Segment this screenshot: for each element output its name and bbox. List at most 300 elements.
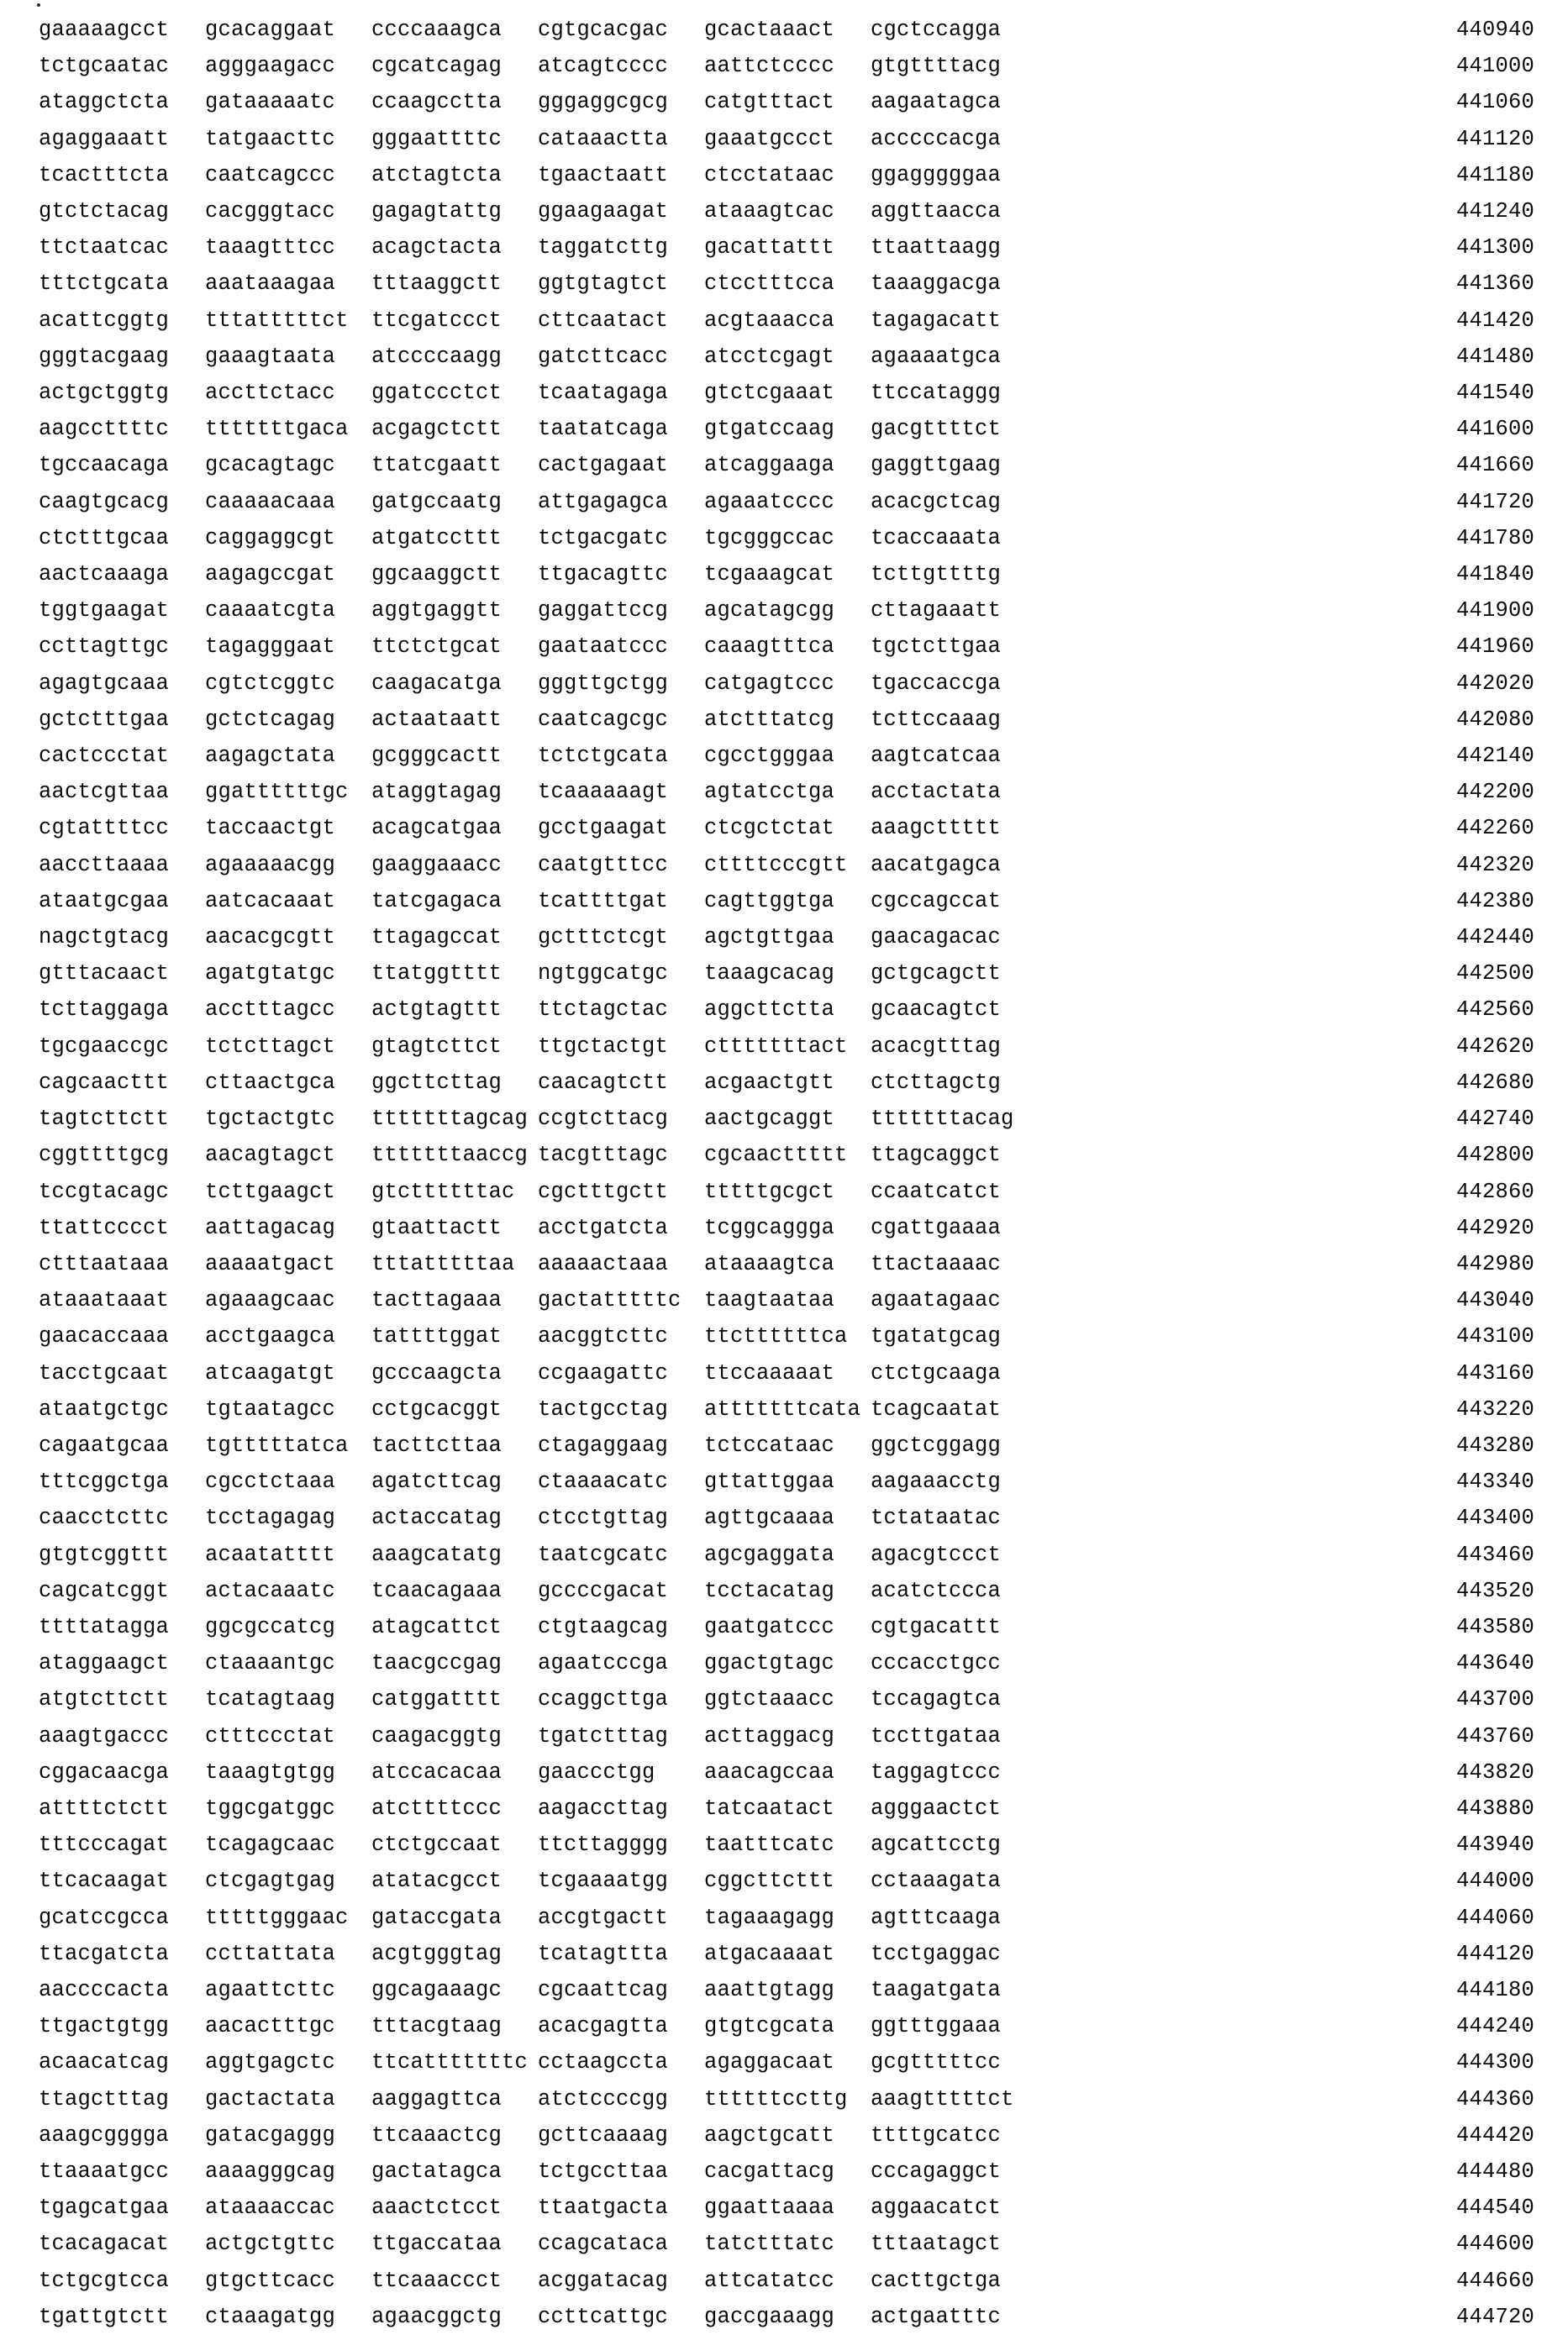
sequence-block: acctgaagca xyxy=(205,1324,336,1349)
sequence-block: tacctgcaat xyxy=(39,1360,170,1386)
sequence-blocks xyxy=(39,2299,1001,2335)
sequence-block: cgattgaaaa xyxy=(871,1215,1002,1240)
sequence-block: caagtgcacg xyxy=(39,489,170,514)
sequence-position: 441780 xyxy=(1455,525,1534,550)
sequence-block: gacgttttct xyxy=(871,417,1002,442)
sequence-block: aacatgagca xyxy=(871,852,1002,877)
sequence-block: tcaacagaaa xyxy=(371,1578,502,1603)
sequence-block: ttcttagggg xyxy=(538,1833,669,1858)
sequence-position: 442620 xyxy=(1455,1033,1534,1059)
sequence-block: cacttgctga xyxy=(871,2268,1002,2293)
sequence-block: tatcgagaca xyxy=(371,888,502,913)
sequence-block: cggacaacga xyxy=(39,1759,170,1785)
sequence-blocks xyxy=(39,1681,1001,1717)
sequence-block: tcttgttttg xyxy=(871,562,1002,587)
sequence-block: cgctccagga xyxy=(871,18,1002,42)
sequence-block: tctcttagct xyxy=(205,1033,336,1059)
sequence-block: gtagtcttct xyxy=(371,1033,502,1059)
sequence-block: ccttagttgc xyxy=(39,634,170,660)
sequence-block: ctcctttcca xyxy=(704,271,835,297)
sequence-block: cggcttcttt xyxy=(704,1869,835,1894)
sequence-row xyxy=(39,1900,1534,1936)
sequence-position: 444480 xyxy=(1455,2159,1534,2184)
sequence-block: actgtagttt xyxy=(371,997,502,1023)
sequence-block: tagtcttctt xyxy=(39,1107,170,1132)
sequence-block: ccgtcttacg xyxy=(538,1107,669,1132)
sequence-row xyxy=(39,702,1534,738)
sequence-block: gtgttttacg xyxy=(871,54,1002,79)
sequence-block: gactactata xyxy=(205,2086,336,2111)
sequence-block: aagctgcatt xyxy=(704,2122,835,2148)
sequence-block: cgcaacttttt xyxy=(704,1143,848,1168)
sequence-block: ttattcccct xyxy=(39,1215,170,1240)
sequence-block: aaaaactaaa xyxy=(538,1251,669,1276)
sequence-block: ggcttcttag xyxy=(371,1070,502,1095)
sequence-blocks xyxy=(39,1791,1001,1827)
sequence-block: agaggacaat xyxy=(704,2050,835,2075)
sequence-block: gaataatccc xyxy=(538,634,669,660)
sequence-block: tgtaatagcc xyxy=(205,1396,336,1422)
sequence-position: 442920 xyxy=(1455,1215,1534,1240)
sequence-blocks xyxy=(39,1282,1001,1318)
sequence-block: gtcttttttac xyxy=(371,1179,515,1204)
sequence-block: tgattgtctt xyxy=(39,2304,170,2329)
sequence-position: 441480 xyxy=(1455,344,1534,369)
sequence-block: ggcaaggctt xyxy=(371,562,502,587)
sequence-block: gaggttgaag xyxy=(871,453,1002,478)
sequence-block: tttatttttct xyxy=(205,308,349,333)
sequence-block: ctcctataac xyxy=(704,162,835,187)
sequence-blocks xyxy=(39,2008,1001,2044)
sequence-position: 443040 xyxy=(1455,1288,1534,1313)
sequence-block: tcacagacat xyxy=(39,2232,170,2257)
sequence-block: taggagtccc xyxy=(871,1759,1002,1785)
sequence-block: acctttagcc xyxy=(205,997,336,1023)
sequence-blocks xyxy=(39,1573,1001,1609)
sequence-blocks xyxy=(39,1972,1001,2008)
sequence-block: cagaatgcaa xyxy=(39,1433,170,1458)
sequence-block: acattcggtg xyxy=(39,308,170,333)
sequence-block: cccacctgcc xyxy=(871,1651,1002,1676)
sequence-block: ttagagccat xyxy=(371,925,502,950)
sequence-row xyxy=(39,193,1534,229)
sequence-position: 443700 xyxy=(1455,1687,1534,1712)
sequence-blocks xyxy=(39,1101,1014,1137)
sequence-block: cgtattttcc xyxy=(39,816,170,841)
sequence-block: ccccaaagca xyxy=(371,18,502,42)
sequence-row xyxy=(39,556,1534,592)
sequence-block: taaagcacag xyxy=(704,961,835,986)
sequence-block: gatcttcacc xyxy=(538,344,669,369)
sequence-block: gataaaaatc xyxy=(205,90,336,115)
sequence-block: aagaccttag xyxy=(538,1796,669,1821)
sequence-block: aagtcatcaa xyxy=(871,744,1002,769)
sequence-blocks xyxy=(39,1863,1001,1899)
sequence-block: gcacaggaat xyxy=(205,18,336,42)
sequence-row xyxy=(39,955,1534,991)
sequence-block: ggcagaaagc xyxy=(371,1977,502,2002)
sequence-blocks xyxy=(39,447,1001,483)
sequence-block: tgctcttgaa xyxy=(871,634,1002,660)
sequence-block: aactcgttaa xyxy=(39,780,170,805)
sequence-blocks xyxy=(39,2154,1001,2190)
sequence-row xyxy=(39,1573,1534,1609)
sequence-block: gtgtcggttt xyxy=(39,1542,170,1567)
sequence-block: ccttcattgc xyxy=(538,2304,669,2329)
sequence-block: tcattttgat xyxy=(538,888,669,913)
sequence-block: atgtcttctt xyxy=(39,1687,170,1712)
sequence-block: aggaacatct xyxy=(871,2196,1002,2221)
sequence-block: caaagtttca xyxy=(704,634,835,660)
sequence-block: ttccaaaaat xyxy=(704,1360,835,1386)
sequence-block: aagccttttc xyxy=(39,417,170,442)
sequence-position: 443820 xyxy=(1455,1759,1534,1785)
sequence-blocks xyxy=(39,810,1001,846)
sequence-block: aaagcatatg xyxy=(371,1542,502,1567)
sequence-blocks xyxy=(39,520,1001,556)
sequence-block: caagacatga xyxy=(371,671,502,696)
sequence-row xyxy=(39,2044,1534,2080)
sequence-block: tgatctttag xyxy=(538,1723,669,1749)
sequence-block: tttacgtaag xyxy=(371,2014,502,2039)
sequence-row xyxy=(39,1028,1534,1065)
sequence-block: tcgaaaatgg xyxy=(538,1869,669,1894)
sequence-position: 441120 xyxy=(1455,126,1534,151)
sequence-block: atatacgcct xyxy=(371,1869,502,1894)
sequence-position: 444180 xyxy=(1455,1977,1534,2002)
sequence-block: tcactttcta xyxy=(39,162,170,187)
sequence-blocks xyxy=(39,1065,1001,1101)
sequence-block: gtttacaact xyxy=(39,961,170,986)
sequence-block: ttaatgacta xyxy=(538,2196,669,2221)
sequence-block: ctaaaantgc xyxy=(205,1651,336,1676)
sequence-block: taaagtgtgg xyxy=(205,1759,336,1785)
sequence-blocks xyxy=(39,2117,1001,2154)
sequence-blocks xyxy=(39,847,1001,883)
sequence-block: accttctacc xyxy=(205,381,336,406)
sequence-block: caatcagcgc xyxy=(538,707,669,732)
sequence-position: 444120 xyxy=(1455,1941,1534,1966)
sequence-block: cttaactgca xyxy=(205,1070,336,1095)
sequence-blocks xyxy=(39,628,1001,665)
sequence-block: catggatttt xyxy=(371,1687,502,1712)
sequence-position: 442260 xyxy=(1455,816,1534,841)
sequence-block: gctttctcgt xyxy=(538,925,669,950)
sequence-block: ctttccctat xyxy=(205,1723,336,1749)
sequence-position: 443940 xyxy=(1455,1833,1534,1858)
sequence-block: acgagctctt xyxy=(371,417,502,442)
sequence-row xyxy=(39,1246,1534,1282)
sequence-row xyxy=(39,847,1534,883)
sequence-position: 443460 xyxy=(1455,1542,1534,1567)
sequence-block: taagatgata xyxy=(871,1977,1002,2002)
sequence-block: ttaattaagg xyxy=(871,235,1002,260)
sequence-block: atccccaagg xyxy=(371,344,502,369)
sequence-block: tgagcatgaa xyxy=(39,2196,170,2221)
sequence-block: aagagctata xyxy=(205,744,336,769)
sequence-block: ggaattaaaa xyxy=(704,2196,835,2221)
sequence-blocks xyxy=(39,1609,1001,1645)
sequence-block: gggaattttc xyxy=(371,126,502,151)
sequence-row xyxy=(39,2190,1534,2226)
sequence-row xyxy=(39,375,1534,411)
sequence-block: cttagaaatt xyxy=(871,598,1002,623)
sequence-blocks xyxy=(39,1718,1001,1754)
sequence-block: aggtgaggtt xyxy=(371,598,502,623)
sequence-block: agtatcctga xyxy=(704,780,835,805)
sequence-block: cctaaagata xyxy=(871,1869,1002,1894)
sequence-position: 441420 xyxy=(1455,308,1534,333)
sequence-block: agcattcctg xyxy=(871,1833,1002,1858)
sequence-block: gtctctacag xyxy=(39,199,170,224)
sequence-block: ccaggcttga xyxy=(538,1687,669,1712)
sequence-block: tttttttgaca xyxy=(205,417,349,442)
sequence-block: gggtacgaag xyxy=(39,344,170,369)
sequence-block: gatacgaggg xyxy=(205,2122,336,2148)
sequence-row xyxy=(39,157,1534,193)
sequence-row xyxy=(39,883,1534,919)
sequence-block: gtgcttcacc xyxy=(205,2268,336,2293)
sequence-block: tgcgggccac xyxy=(704,525,835,550)
sequence-block: tcttgaagct xyxy=(205,1179,336,1204)
sequence-block: caggaggcgt xyxy=(205,525,336,550)
sequence-block: agtttcaaga xyxy=(871,1905,1002,1930)
sequence-block: tcatagtaag xyxy=(205,1687,336,1712)
sequence-block: ttcatttttttc xyxy=(371,2050,529,2075)
sequence-row xyxy=(39,1355,1534,1391)
sequence-block: tgaactaatt xyxy=(538,162,669,187)
sequence-block: caaaaacaaa xyxy=(205,489,336,514)
sequence-row xyxy=(39,2263,1534,2299)
sequence-block: ttgactgtgg xyxy=(39,2014,170,2039)
sequence-block: atctagtcta xyxy=(371,162,502,187)
sequence-block: cgtgacattt xyxy=(871,1614,1002,1639)
sequence-block: gaaatgccct xyxy=(704,126,835,151)
sequence-block: ttaaaatgcc xyxy=(39,2159,170,2184)
sequence-row xyxy=(39,1464,1534,1500)
sequence-blocks xyxy=(39,121,1001,157)
sequence-block: tttttttaaccg xyxy=(371,1143,529,1168)
sequence-row xyxy=(39,1210,1534,1246)
sequence-block: agaatcccga xyxy=(538,1651,669,1676)
sequence-block: tgtttttatca xyxy=(205,1433,349,1458)
sequence-block: gcgtttttcc xyxy=(871,2050,1002,2075)
sequence-blocks xyxy=(39,1500,1001,1536)
sequence-block: ataaaagtca xyxy=(704,1251,835,1276)
sequence-row xyxy=(39,266,1534,302)
sequence-position: 442560 xyxy=(1455,997,1534,1023)
sequence-position: 442080 xyxy=(1455,707,1534,732)
sequence-block: tccagagtca xyxy=(871,1687,1002,1712)
sequence-block: ataatgcgaa xyxy=(39,888,170,913)
sequence-position: 442200 xyxy=(1455,780,1534,805)
sequence-blocks xyxy=(39,1428,1001,1464)
sequence-position: 443580 xyxy=(1455,1614,1534,1639)
sequence-block: cataaactta xyxy=(538,126,669,151)
sequence-block: tacttcttaa xyxy=(371,1433,502,1458)
sequence-blocks xyxy=(39,1537,1001,1573)
sequence-block: ctctgccaat xyxy=(371,1833,502,1858)
sequence-position: 441300 xyxy=(1455,235,1534,260)
sequence-block: tcagcaatat xyxy=(871,1396,1002,1422)
sequence-position: 444420 xyxy=(1455,2122,1534,2148)
sequence-block: ataaaaccac xyxy=(205,2196,336,2221)
sequence-block: ctctgcaaga xyxy=(871,1360,1002,1386)
sequence-position: 440940 xyxy=(1455,18,1534,42)
sequence-block: acgtaaacca xyxy=(704,308,835,333)
sequence-block: aaagcgggga xyxy=(39,2122,170,2148)
sequence-block: ttcaaactcg xyxy=(371,2122,502,2148)
sequence-row xyxy=(39,1754,1534,1791)
sequence-block: agaaaaacgg xyxy=(205,852,336,877)
sequence-row xyxy=(39,2299,1534,2335)
sequence-block: catgagtccc xyxy=(704,671,835,696)
sequence-block: gggttgctgg xyxy=(538,671,669,696)
sequence-block: gaaaaagcct xyxy=(39,18,170,42)
sequence-block: actgaatttc xyxy=(871,2304,1002,2329)
sequence-block: atttttttcata xyxy=(704,1396,861,1422)
sequence-block: atgacaaaat xyxy=(704,1941,835,1966)
sequence-block: atcaagatgt xyxy=(205,1360,336,1386)
sequence-block: ataatgctgc xyxy=(39,1396,170,1422)
sequence-block: taatcgcatc xyxy=(538,1542,669,1567)
sequence-block: tcaaaaaagt xyxy=(538,780,669,805)
sequence-block: gatgccaatg xyxy=(371,489,502,514)
sequence-block: aacactttgc xyxy=(205,2014,336,2039)
sequence-position: 441960 xyxy=(1455,634,1534,660)
sequence-block: ggaagaagat xyxy=(538,199,669,224)
sequence-row xyxy=(39,339,1534,375)
sequence-position: 442860 xyxy=(1455,1179,1534,1204)
sequence-row xyxy=(39,484,1534,520)
sequence-block: gctgcagctt xyxy=(871,961,1002,986)
sequence-block: tctgcaatac xyxy=(39,54,170,79)
sequence-block: aaaagggcag xyxy=(205,2159,336,2184)
sequence-position: 443400 xyxy=(1455,1506,1534,1531)
sequence-block: cactccctat xyxy=(39,744,170,769)
sequence-block: acacgagtta xyxy=(538,2014,669,2039)
sequence-blocks xyxy=(39,1246,1001,1282)
sequence-position: 444240 xyxy=(1455,2014,1534,2039)
sequence-block: aactcaaaga xyxy=(39,562,170,587)
sequence-blocks xyxy=(39,266,1001,302)
sequence-block: tctgccttaa xyxy=(538,2159,669,2184)
sequence-block: tcagagcaac xyxy=(205,1833,336,1858)
sequence-row xyxy=(39,2008,1534,2044)
sequence-block: ggattttttgc xyxy=(205,780,349,805)
sequence-position: 443340 xyxy=(1455,1470,1534,1495)
sequence-block: tatgaacttc xyxy=(205,126,336,151)
sequence-blocks xyxy=(39,1137,1001,1173)
sequence-blocks xyxy=(39,556,1001,592)
sequence-blocks xyxy=(39,702,1001,738)
sequence-block: agatcttcag xyxy=(371,1470,502,1495)
sequence-block: ataggctcta xyxy=(39,90,170,115)
sequence-block: tagaaagagg xyxy=(704,1905,835,1930)
sequence-block: gaccgaaagg xyxy=(704,2304,835,2329)
sequence-position: 443640 xyxy=(1455,1651,1534,1676)
sequence-block: gttattggaa xyxy=(704,1470,835,1495)
sequence-position: 443760 xyxy=(1455,1723,1534,1749)
sequence-blocks xyxy=(39,1464,1001,1500)
sequence-block: gcatccgcca xyxy=(39,1905,170,1930)
sequence-row xyxy=(39,1282,1534,1318)
sequence-block: ttgaccataa xyxy=(371,2232,502,2257)
sequence-block: aattctcccc xyxy=(704,54,835,79)
sequence-block: tcttccaaag xyxy=(871,707,1002,732)
sequence-blocks xyxy=(39,1174,1001,1210)
sequence-block: ctaaaacatc xyxy=(538,1470,669,1495)
sequence-blocks xyxy=(39,2044,1001,2080)
sequence-block: ttactaaaac xyxy=(871,1251,1002,1276)
sequence-position: 444300 xyxy=(1455,2050,1534,2075)
sequence-block: agggaagacc xyxy=(205,54,336,79)
sequence-row xyxy=(39,411,1534,447)
sequence-block: cagttggtga xyxy=(704,888,835,913)
sequence-blocks xyxy=(39,1391,1001,1428)
sequence-block: aaattgtagg xyxy=(704,1977,835,2002)
sequence-block: ctttttttact xyxy=(704,1033,848,1059)
sequence-block: gtctcgaaat xyxy=(704,381,835,406)
sequence-blocks xyxy=(39,12,1001,48)
sequence-block: agaatagaac xyxy=(871,1288,1002,1313)
sequence-block: cctgcacggt xyxy=(371,1396,502,1422)
sequence-blocks xyxy=(39,2226,1001,2262)
sequence-row xyxy=(39,229,1534,266)
sequence-row xyxy=(39,1791,1534,1827)
sequence-block: gactatagca xyxy=(371,2159,502,2184)
sequence-position: 442740 xyxy=(1455,1107,1534,1132)
sequence-block: agagtgcaaa xyxy=(39,671,170,696)
sequence-block: tttcccagat xyxy=(39,1833,170,1858)
sequence-position: 444540 xyxy=(1455,2196,1534,2221)
sequence-block: agttgcaaaa xyxy=(704,1506,835,1531)
sequence-block: ctcctgttag xyxy=(538,1506,669,1531)
sequence-blocks xyxy=(39,157,1001,193)
sequence-block: tcatagttta xyxy=(538,1941,669,1966)
sequence-row xyxy=(39,1137,1534,1173)
sequence-block: cgcatcagag xyxy=(371,54,502,79)
sequence-row xyxy=(39,592,1534,628)
sequence-position: 443100 xyxy=(1455,1324,1534,1349)
sequence-block: ttatggtttt xyxy=(371,961,502,986)
sequence-block: agaacggctg xyxy=(371,2304,502,2329)
sequence-block: ataggtagag xyxy=(371,780,502,805)
sequence-position: 442320 xyxy=(1455,852,1534,877)
sequence-block: ttccataggg xyxy=(871,381,1002,406)
sequence-block: acttaggacg xyxy=(704,1723,835,1749)
sequence-block: aatcacaaat xyxy=(205,888,336,913)
sequence-block: tttttttacag xyxy=(871,1107,1014,1132)
sequence-block: ggtttggaaa xyxy=(871,2014,1002,2039)
sequence-block: ctaaagatgg xyxy=(205,2304,336,2329)
sequence-blocks xyxy=(39,193,1001,229)
sequence-blocks xyxy=(39,2190,1001,2226)
sequence-block: ttacgatcta xyxy=(39,1941,170,1966)
sequence-block: ccaagcctta xyxy=(371,90,502,115)
sequence-block: accgtgactt xyxy=(538,1905,669,1930)
sequence-block: ngtggcatgc xyxy=(538,961,669,986)
sequence-block: acccccacga xyxy=(871,126,1002,151)
sequence-block: aggtgagctc xyxy=(205,2050,336,2075)
sequence-row xyxy=(39,810,1534,846)
sequence-block: actaccatag xyxy=(371,1506,502,1531)
sequence-position: 441720 xyxy=(1455,489,1534,514)
sequence-block: cactgagaat xyxy=(538,453,669,478)
sequence-row xyxy=(39,1537,1534,1573)
sequence-block: agaattcttc xyxy=(205,1977,336,2002)
sequence-blocks xyxy=(39,229,1001,266)
